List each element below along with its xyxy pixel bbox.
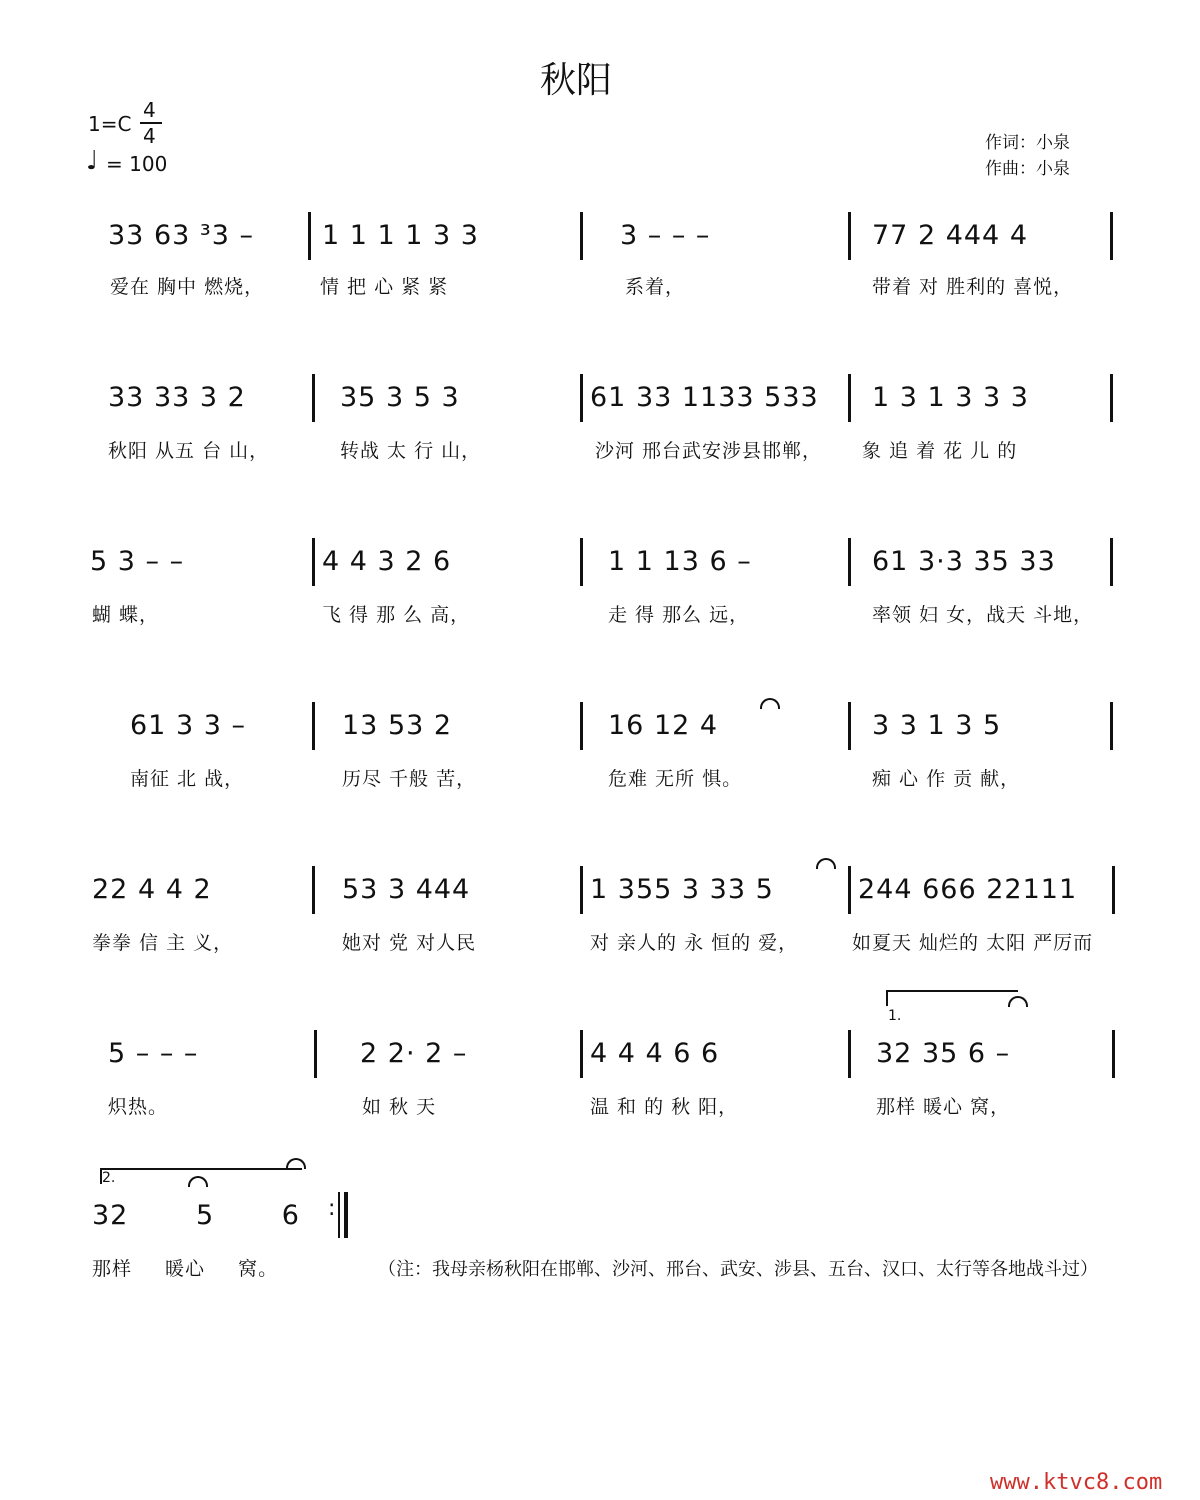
- fermata-icon: [286, 1158, 306, 1169]
- measure-3-notes: 1 1 13 6 –: [608, 546, 752, 577]
- fermata-icon: [760, 698, 780, 709]
- measure-1-notes: 33 33 3 2: [108, 382, 246, 413]
- barline: [848, 702, 851, 750]
- barline: [1110, 702, 1113, 750]
- lyricist-credit: 作词：小泉: [985, 133, 1070, 153]
- time-signature-bottom: 4: [143, 124, 156, 148]
- lyrics-3: 对 亲人的 永 恒的 爱，: [590, 932, 799, 954]
- barline: [580, 374, 583, 422]
- lyrics-2: 飞 得 那 么 高，: [322, 604, 471, 626]
- lyrics-4: 带着 对 胜利的 喜悦，: [872, 276, 1074, 298]
- measure-4-notes: 77 2 444 4: [872, 220, 1028, 251]
- measure-1-notes: 32 5 6: [92, 1200, 300, 1231]
- barline: [848, 374, 851, 422]
- measure-3-notes: 16 12 4: [608, 710, 719, 741]
- barline: [312, 374, 315, 422]
- barline: [308, 212, 311, 260]
- measure-1-notes: 61 3 3 –: [130, 710, 246, 741]
- lyrics-1: 秋阳 从五 台 山，: [108, 440, 270, 462]
- song-title: 秋阳: [540, 60, 613, 101]
- key-signature: 1=C: [88, 112, 132, 136]
- time-signature-top: 4: [143, 98, 156, 122]
- tempo-note-icon: ♩: [86, 146, 99, 176]
- lyrics-3: 系着，: [625, 276, 686, 298]
- lyrics-4: 率领 妇 女，战天 斗地，: [872, 604, 1094, 626]
- lyrics-3: 走 得 那么 远，: [608, 604, 750, 626]
- lyrics-2: 转战 太 行 山，: [340, 440, 482, 462]
- lyrics-2: 如 秋 天: [362, 1096, 437, 1118]
- barline: [314, 1030, 317, 1078]
- lyrics-4: 象 追 着 花 儿 的: [862, 440, 1018, 462]
- measure-4-notes: 32 35 6 –: [876, 1038, 1011, 1069]
- barline: [848, 866, 851, 914]
- measure-4-notes: 244 666 22111: [858, 874, 1078, 905]
- measure-3-notes: 1 355 3 33 5: [590, 874, 774, 905]
- barline: [580, 538, 583, 586]
- measure-3-notes: 61 33 1133 533: [590, 382, 819, 413]
- barline: [848, 538, 851, 586]
- lyrics-3: 沙河 邢台武安涉县邯郸，: [595, 440, 823, 462]
- barline: [312, 866, 315, 914]
- barline: [848, 1030, 851, 1078]
- watermark: www.ktvc8.com: [990, 1470, 1163, 1495]
- lyrics-3: 温 和 的 秋 阳，: [590, 1096, 739, 1118]
- measure-2-notes: 4 4 3 2 6: [322, 546, 452, 577]
- barline: [580, 702, 583, 750]
- barline: [848, 212, 851, 260]
- measure-1-notes: 33 63 ³3 –: [108, 220, 254, 251]
- footnote: （注：我母亲杨秋阳在邯郸、沙河、邢台、武安、涉县、五台、汉口、太行等各地战斗过）: [378, 1259, 1098, 1280]
- barline: [1110, 212, 1113, 260]
- measure-4-notes: 1 3 1 3 3 3: [872, 382, 1029, 413]
- lyrics-3: 危难 无所 惧。: [608, 768, 743, 790]
- second-ending-label: 2.: [102, 1170, 116, 1186]
- composer-credit: 作曲：小泉: [985, 159, 1070, 179]
- measure-2-notes: 13 53 2: [342, 710, 453, 741]
- barline: [1112, 866, 1115, 914]
- measure-1-notes: 5 3 – –: [90, 546, 185, 577]
- barline: [1112, 1030, 1115, 1078]
- lyrics-4: 那样 暖心 窝，: [876, 1096, 1011, 1118]
- repeat-dots: :: [328, 1196, 336, 1221]
- final-barline-thick: [344, 1192, 348, 1238]
- lyrics-1: 蝴 蝶，: [92, 604, 160, 626]
- measure-3-notes: 3 – – –: [620, 220, 711, 251]
- fermata-icon: [816, 858, 836, 869]
- first-ending-label: 1.: [888, 1008, 902, 1024]
- first-ending-bracket: [886, 990, 1018, 1006]
- fermata-icon: [1008, 996, 1028, 1007]
- measure-1-notes: 5 – – –: [108, 1038, 199, 1069]
- lyrics-2: 情 把 心 紧 紧: [320, 276, 449, 298]
- measure-4-notes: 3 3 1 3 5: [872, 710, 1002, 741]
- lyrics-4: 痴 心 作 贡 献，: [872, 768, 1021, 790]
- measure-1-notes: 22 4 4 2: [92, 874, 212, 905]
- barline: [312, 538, 315, 586]
- lyrics-2: 她对 党 对人民: [342, 932, 477, 954]
- measure-2-notes: 1 1 1 1 3 3: [322, 220, 479, 251]
- final-barline-thin: [338, 1192, 340, 1238]
- lyrics-1: 炽热。: [108, 1096, 169, 1118]
- barline: [1110, 538, 1113, 586]
- barline: [580, 212, 583, 260]
- barline: [580, 866, 583, 914]
- measure-3-notes: 4 4 4 6 6: [590, 1038, 720, 1069]
- lyrics-4: 如夏天 灿烂的 太阳 严厉而: [852, 932, 1094, 954]
- measure-2-notes: 2 2· 2 –: [360, 1038, 468, 1069]
- measure-4-notes: 61 3·3 35 33: [872, 546, 1056, 577]
- measure-2-notes: 53 3 444: [342, 874, 471, 905]
- lyrics-1: 爱在 胸中 燃烧，: [110, 276, 265, 298]
- barline: [1110, 374, 1113, 422]
- measure-2-notes: 35 3 5 3: [340, 382, 460, 413]
- lyrics-2: 历尽 千般 苦，: [342, 768, 477, 790]
- lyrics-1: 拳拳 信 主 义，: [92, 932, 234, 954]
- tempo-marking: = 100: [106, 152, 168, 176]
- barline: [580, 1030, 583, 1078]
- lyrics-1: 那样 暖心 窝。: [92, 1258, 279, 1280]
- lyrics-1: 南征 北 战，: [130, 768, 245, 790]
- barline: [312, 702, 315, 750]
